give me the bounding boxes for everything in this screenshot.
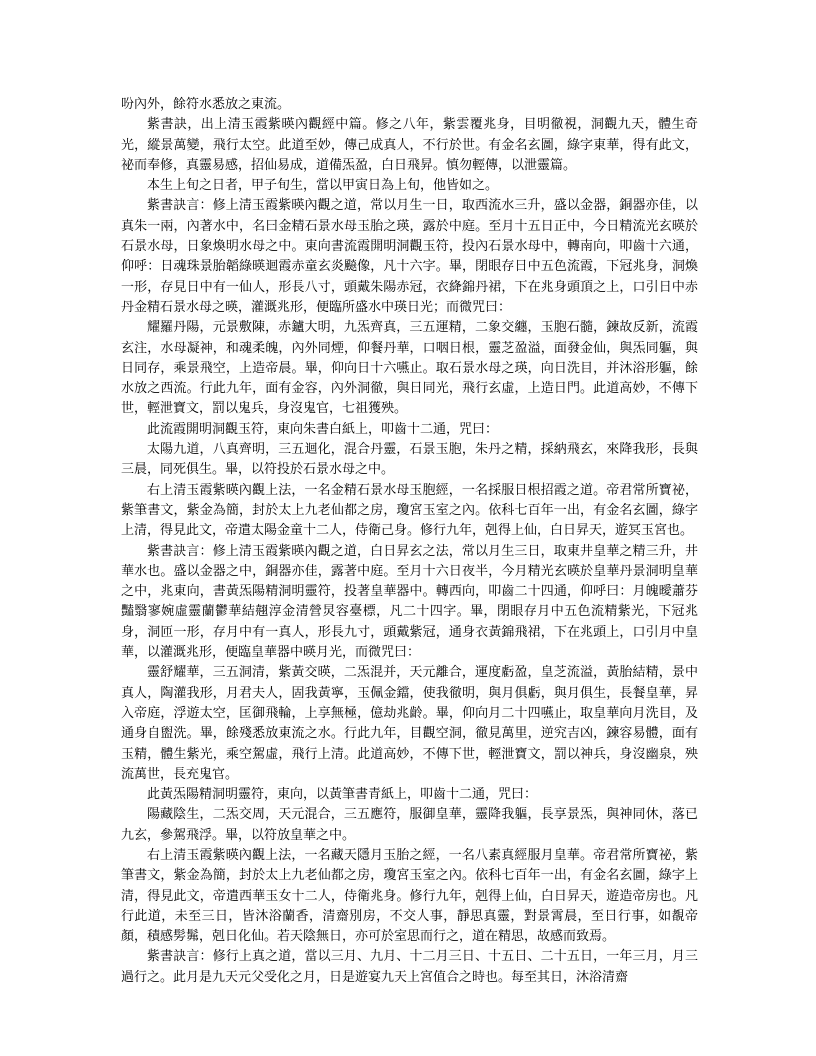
paragraph-13: 右上清玉霞紫暎內觀上法，一名藏天隱月玉胎之經，一名八素真經服月皇華。帝君常所寶祕，紫筆書文，紫金為簡，封於太上九老仙都之房，瓊宮玉室之內。依科七百年一出，有金名玄圖，綠字上清，得見此文，帝遣西華玉女十二人，侍衛兆身。修行九年，剋得上仙，白日昇天，遊造帝房也。凡行此道，未至三日，皆沐浴蘭香，清齋別房，不交人事，靜思真靈，對景霄晨，至日行事，如覩帝顏，積感髣髴，剋日化仙。若天陰無日，亦可於室思而行之，道在精思，故感而致焉。 [121,847,698,945]
paragraph-1: 吩內外，餘符水悉放之東流。 [121,97,291,112]
paragraph-12: 陽藏陰生，二炁交周，天元混合，三五應符，服御皇華，靈降我軀，長享景炁，與神同休，落已九玄，參駕飛浮。畢，以符放皇華之中。 [121,807,698,843]
paragraph-7: 太陽九道，八真齊明，三五迴化，混合丹靈，石景玉胞，朱丹之精，採納飛玄，來降我形，長與三晨，同死俱生。畢，以符投於石景水母之中。 [121,442,698,478]
paragraph-2: 紫書訣，出上清玉霞紫暎內觀經中篇。修之八年，紫雲覆兆身，目明徹視，洞觀九天，體生奇光，縱景萬變，飛行太空。此道至妙，傳己成真人，不行於世。有金名玄圖，綠字東華，得有此文，祕而奉修，真靈易感，招仙易成，道備炁盈，白日飛昇。慎勿輕傳，以泄靈篇。 [121,117,698,173]
paragraph-8: 右上清玉霞紫暎內觀上法，一名金精石景水母玉胞經，一名採服日根招霞之道。帝君常所寶祕，紫筆書文，紫金為簡，封於太上九老仙都之房，瓊宮玉室之內。依科七百年一出，有金名玄圖，綠字上清，得見此文，帝遣太陽金童十二人，侍衛己身。修行九年，剋得上仙，白日昇天，遊冥玉宮也。 [121,482,698,539]
paragraph-3: 本生上旬之日者，甲子旬生，當以甲寅日為上旬，他皆如之。 [147,178,499,194]
paragraph-6: 此流霞開明洞觀玉符，東向朱書白紙上，叩齒十二通，咒曰： [147,421,499,437]
scripture-page [121,95,698,988]
paragraph-14: 紫書訣言：修行上真之道，當以三月、九月、十二月三日、十五日、二十五日，一年三月，月三過行之。此月是九天元父受化之月，日是遊宴九天上宮值合之時也。每至其日，沐浴清齋 [121,949,698,985]
paragraph-5: 耀羅丹陽，元景敷陳，赤鑪大明，九炁齊真，三五運精，二象交纏，玉胞石髓，鍊故反新，流霞玄注，水母凝神，和魂柔魄，內外同煙，仰餐丹華，口咽日根，靈芝盈溢，面發金仙，與炁同軀，與日同存，乘景飛空，上造帝晨。畢，仰向日十六嚥止。取石景水母之瑛，向日洗目，并沐浴形軀，餘水放之西流。行此九年，面有金容，內外洞徹，與日同光，飛行玄虛，上造日門。此道高妙，不傳下世，輕泄寶文，罰以鬼兵，身沒鬼官，七祖獲殃。 [121,320,698,417]
paragraph-9: 紫書訣言：修上清玉霞紫暎內觀之道，白日昇玄之法，常以月生三日，取東井皇華之精三升，井華水也。盛以金器之中，銅器亦佳，露著中庭。至月十六日夜半，今月精光玄暎於皇華丹景洞明皇華之中，兆東向，書黃炁陽精洞明靈符，投著皇華器中。轉西向，叩齒二十四通，仰呼曰：月魄曖蕭芬豔翳寥婉虛靈蘭鬱華結翹淳金清營炅容臺標，凡二十四字。畢，閉眼存月中五色流精紫光，下冠兆身，洞匝一形，存月中有一真人，形長九寸，頭戴紫冠，通身衣黃錦飛裙，下在兆頭上，口引月中皇華，以灌溉兆形，便臨皇華器中暎月光，而微咒曰： [121,543,698,661]
paragraph-10: 靈舒耀華，三五洞清，紫黃交暎，二炁混并，天元離合，運度虧盈，皇芝流溢，黃胎結精，景中真人，陶灌我形，月君夫人，固我黃寧，玉佩金鐺，使我徹明，與月俱虧，與月俱生，長餐皇華，昇入帝庭，浮遊太空，匡御飛輪，上享無極，億劫兆齡。畢，仰向月二十四嚥止，取皇華向月洗目，及通身自盥洗。畢，餘殘悉放東流之水。行此九年，目觀空洞，徹見萬里，逆究吉凶，鍊容易體，面有玉精，體生紫光，乘空駕虛，飛行上清。此道高妙，不傳下世，輕泄寶文，罰以神兵，身沒幽泉，殃流萬世，長充鬼官。 [121,665,698,782]
paragraph-4: 紫書訣言：修上清玉霞紫暎內觀之道，常以月生一日，取西流水三升，盛以金器，銅器亦佳，以真朱一兩，內著水中，名曰金精石景水母玉胎之瑛，露於中庭。至月十五日正中，今日精流光玄暎於石景水母，日象煥明水母之中。東向書流霞開明洞觀玉符，投內石景水母中，轉南向，叩齒十六通，仰呼：日魂珠景胎韜綠暎迴霞赤童玄炎飈像，凡十六字。畢，閉眼存日中五色流霞，下冠兆身，洞煥一形，存見日中有一仙人，形長八寸，頭戴朱陽赤冠，衣絳錦丹裙，下在兆身頭頂之上，口引日中赤丹金精石景水母之暎，灌溉兆形，便臨所盛水中瑛日光；而微咒曰： [121,198,698,315]
paragraph-11: 此黃炁陽精洞明靈符，東向，以黃筆書青紙上，叩齒十二通，咒曰： [147,787,538,803]
